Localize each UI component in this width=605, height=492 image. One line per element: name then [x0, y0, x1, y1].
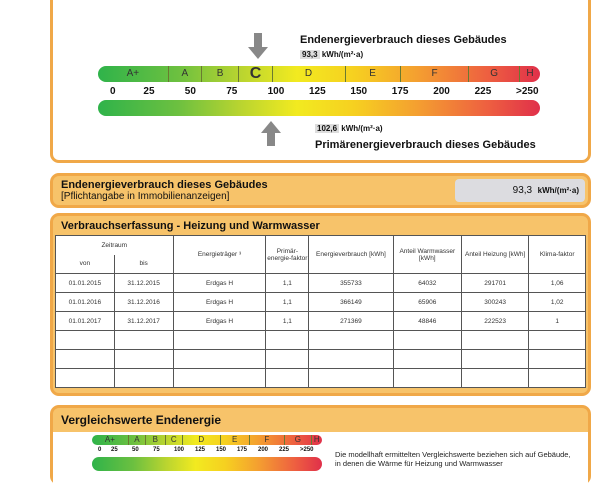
- table-cell: [173, 369, 266, 388]
- table-cell: [309, 350, 393, 369]
- summary-value-box: 93,3 kWh/(m²·a): [455, 179, 585, 202]
- tick-label: 25: [111, 447, 118, 453]
- table-cell: 01.01.2017: [56, 312, 115, 331]
- table-cell: [393, 369, 461, 388]
- primary-energy-label: Primärenergieverbrauch dieses Gebäudes: [315, 139, 536, 151]
- class-Aplus: A+: [92, 435, 129, 445]
- table-cell: 222523: [462, 312, 529, 331]
- mini-scale-bar: [92, 435, 322, 445]
- tick-label: 25: [143, 86, 155, 97]
- table-row: [56, 274, 586, 293]
- consumption-title: Verbrauchserfassung - Heizung und Warmwasser: [61, 220, 320, 232]
- table-cell: [393, 331, 461, 350]
- table-cell: [462, 331, 529, 350]
- tick-label: >250: [516, 86, 539, 97]
- table-cell: [56, 331, 115, 350]
- table-cell: 1,1: [266, 274, 309, 293]
- comparison-text: Die modellhaft ermittelten Vergleichswerte beziehen sich auf Gebäude, in denen die Wärme für Heizung und Warmwasser: [335, 450, 571, 468]
- table-cell: [56, 350, 115, 369]
- table-cell: 01.01.2016: [56, 293, 115, 312]
- table-cell: [529, 331, 586, 350]
- class-C: C: [239, 66, 272, 82]
- table-cell: 31.12.2015: [114, 274, 173, 293]
- header-period: Zeitraum: [56, 236, 174, 255]
- table-cell: 1,1: [266, 312, 309, 331]
- table-cell: 1,06: [529, 274, 586, 293]
- class-A: A: [129, 435, 146, 445]
- class-G: G: [469, 66, 520, 82]
- tick-label: 125: [309, 86, 326, 97]
- table-cell: [393, 350, 461, 369]
- class-C: C: [166, 435, 183, 445]
- tick-label: 150: [350, 86, 368, 97]
- class-H: H: [526, 68, 534, 79]
- header-heating: Anteil Heizung [kWh]: [462, 236, 529, 274]
- table-cell: [114, 331, 173, 350]
- table-cell: [114, 369, 173, 388]
- class-F: F: [401, 66, 470, 82]
- class-Aplus: A+: [98, 66, 169, 82]
- class-scale-bar: [98, 66, 540, 82]
- table-row: [56, 369, 586, 388]
- end-energy-label: Endenergieverbrauch dieses Gebäudes: [300, 34, 507, 46]
- class-B: B: [146, 435, 166, 445]
- comparison-panel: [50, 405, 591, 485]
- class-E: E: [346, 66, 401, 82]
- summary-subtitle: [Pflichtangabe in Immobilienanzeigen]: [61, 191, 230, 202]
- table-cell: 300243: [462, 293, 529, 312]
- table-cell: [309, 369, 393, 388]
- class-A: A: [169, 66, 202, 82]
- tick-label: 175: [237, 447, 248, 453]
- table-cell: Erdgas H: [173, 312, 266, 331]
- end-energy-summary: [50, 173, 591, 208]
- table-cell: 65906: [393, 293, 461, 312]
- table-cell: 31.12.2016: [114, 293, 173, 312]
- table-cell: 48846: [393, 312, 461, 331]
- tick-label: 0: [98, 447, 102, 453]
- table-cell: [309, 331, 393, 350]
- tick-label: 150: [216, 447, 227, 453]
- consumption-panel: [50, 213, 591, 396]
- table-cell: 355733: [309, 274, 393, 293]
- table-cell: 64032: [393, 274, 461, 293]
- class-H: H: [313, 435, 320, 444]
- class-E: E: [221, 435, 250, 445]
- class-D: D: [273, 66, 346, 82]
- primary-energy-value: 102,6 kWh/(m²·a): [317, 124, 383, 133]
- table-cell: [56, 369, 115, 388]
- mini-gradient-bar: [92, 457, 322, 471]
- class-B: B: [202, 66, 240, 82]
- table-cell: [529, 350, 586, 369]
- header-pef: Primär-energie-faktor: [266, 236, 309, 274]
- tick-label: 225: [279, 447, 290, 453]
- table-cell: 1,1: [266, 293, 309, 312]
- tick-label: 200: [258, 447, 269, 453]
- tick-label: 200: [433, 86, 450, 97]
- tick-label: 75: [153, 447, 160, 453]
- table-cell: 1,02: [529, 293, 586, 312]
- table-cell: [266, 350, 309, 369]
- table-cell: 01.01.2015: [56, 274, 115, 293]
- table-row: [56, 293, 586, 312]
- table-cell: [114, 350, 173, 369]
- scale-gradient-bar: [98, 100, 540, 116]
- tick-label: 175: [391, 86, 409, 97]
- tick-label: 75: [226, 86, 238, 97]
- table-cell: [266, 369, 309, 388]
- table-cell: Erdgas H: [173, 274, 266, 293]
- arrow-down-head: [248, 47, 268, 59]
- summary-title: Endenergieverbrauch dieses Gebäudes: [61, 179, 268, 191]
- tick-label: 50: [184, 86, 196, 97]
- table-cell: [266, 331, 309, 350]
- tick-label: 50: [132, 447, 139, 453]
- tick-label: 100: [174, 447, 185, 453]
- table-row: [56, 331, 586, 350]
- header-warmwater: Anteil Warmwasser [kWh]: [393, 236, 461, 274]
- header-carrier: Energieträger ³: [173, 236, 266, 274]
- table-cell: 31.12.2017: [114, 312, 173, 331]
- table-cell: [529, 369, 586, 388]
- class-F: F: [250, 435, 286, 445]
- table-cell: 366149: [309, 293, 393, 312]
- arrow-up-head: [261, 121, 281, 133]
- table-cell: Erdgas H: [173, 293, 266, 312]
- table-row: [56, 312, 586, 331]
- tick-label: 100: [267, 86, 285, 97]
- table-cell: 271369: [309, 312, 393, 331]
- table-cell: 1: [529, 312, 586, 331]
- table-cell: [173, 350, 266, 369]
- table-cell: [173, 331, 266, 350]
- header-from: von: [56, 255, 115, 274]
- end-energy-value: 93,3 kWh/(m²·a): [302, 50, 364, 59]
- class-D: D: [183, 435, 221, 445]
- tick-label: >250: [300, 447, 314, 453]
- arrow-up-icon: [267, 133, 275, 146]
- consumption-table: [55, 235, 586, 388]
- header-energy: Energieverbrauch [kWh]: [309, 236, 393, 274]
- tick-label: 225: [474, 86, 492, 97]
- tick-label: 0: [110, 86, 116, 97]
- table-cell: [462, 369, 529, 388]
- arrow-down-icon: [254, 33, 262, 47]
- class-G: G: [285, 435, 311, 445]
- table-cell: [462, 350, 529, 369]
- table-row: [56, 350, 586, 369]
- table-cell: 291701: [462, 274, 529, 293]
- tick-label: 125: [195, 447, 206, 453]
- header-climate: Klima-faktor: [529, 236, 586, 274]
- header-to: bis: [114, 255, 173, 274]
- comparison-title: Vergleichswerte Endenergie: [61, 413, 222, 427]
